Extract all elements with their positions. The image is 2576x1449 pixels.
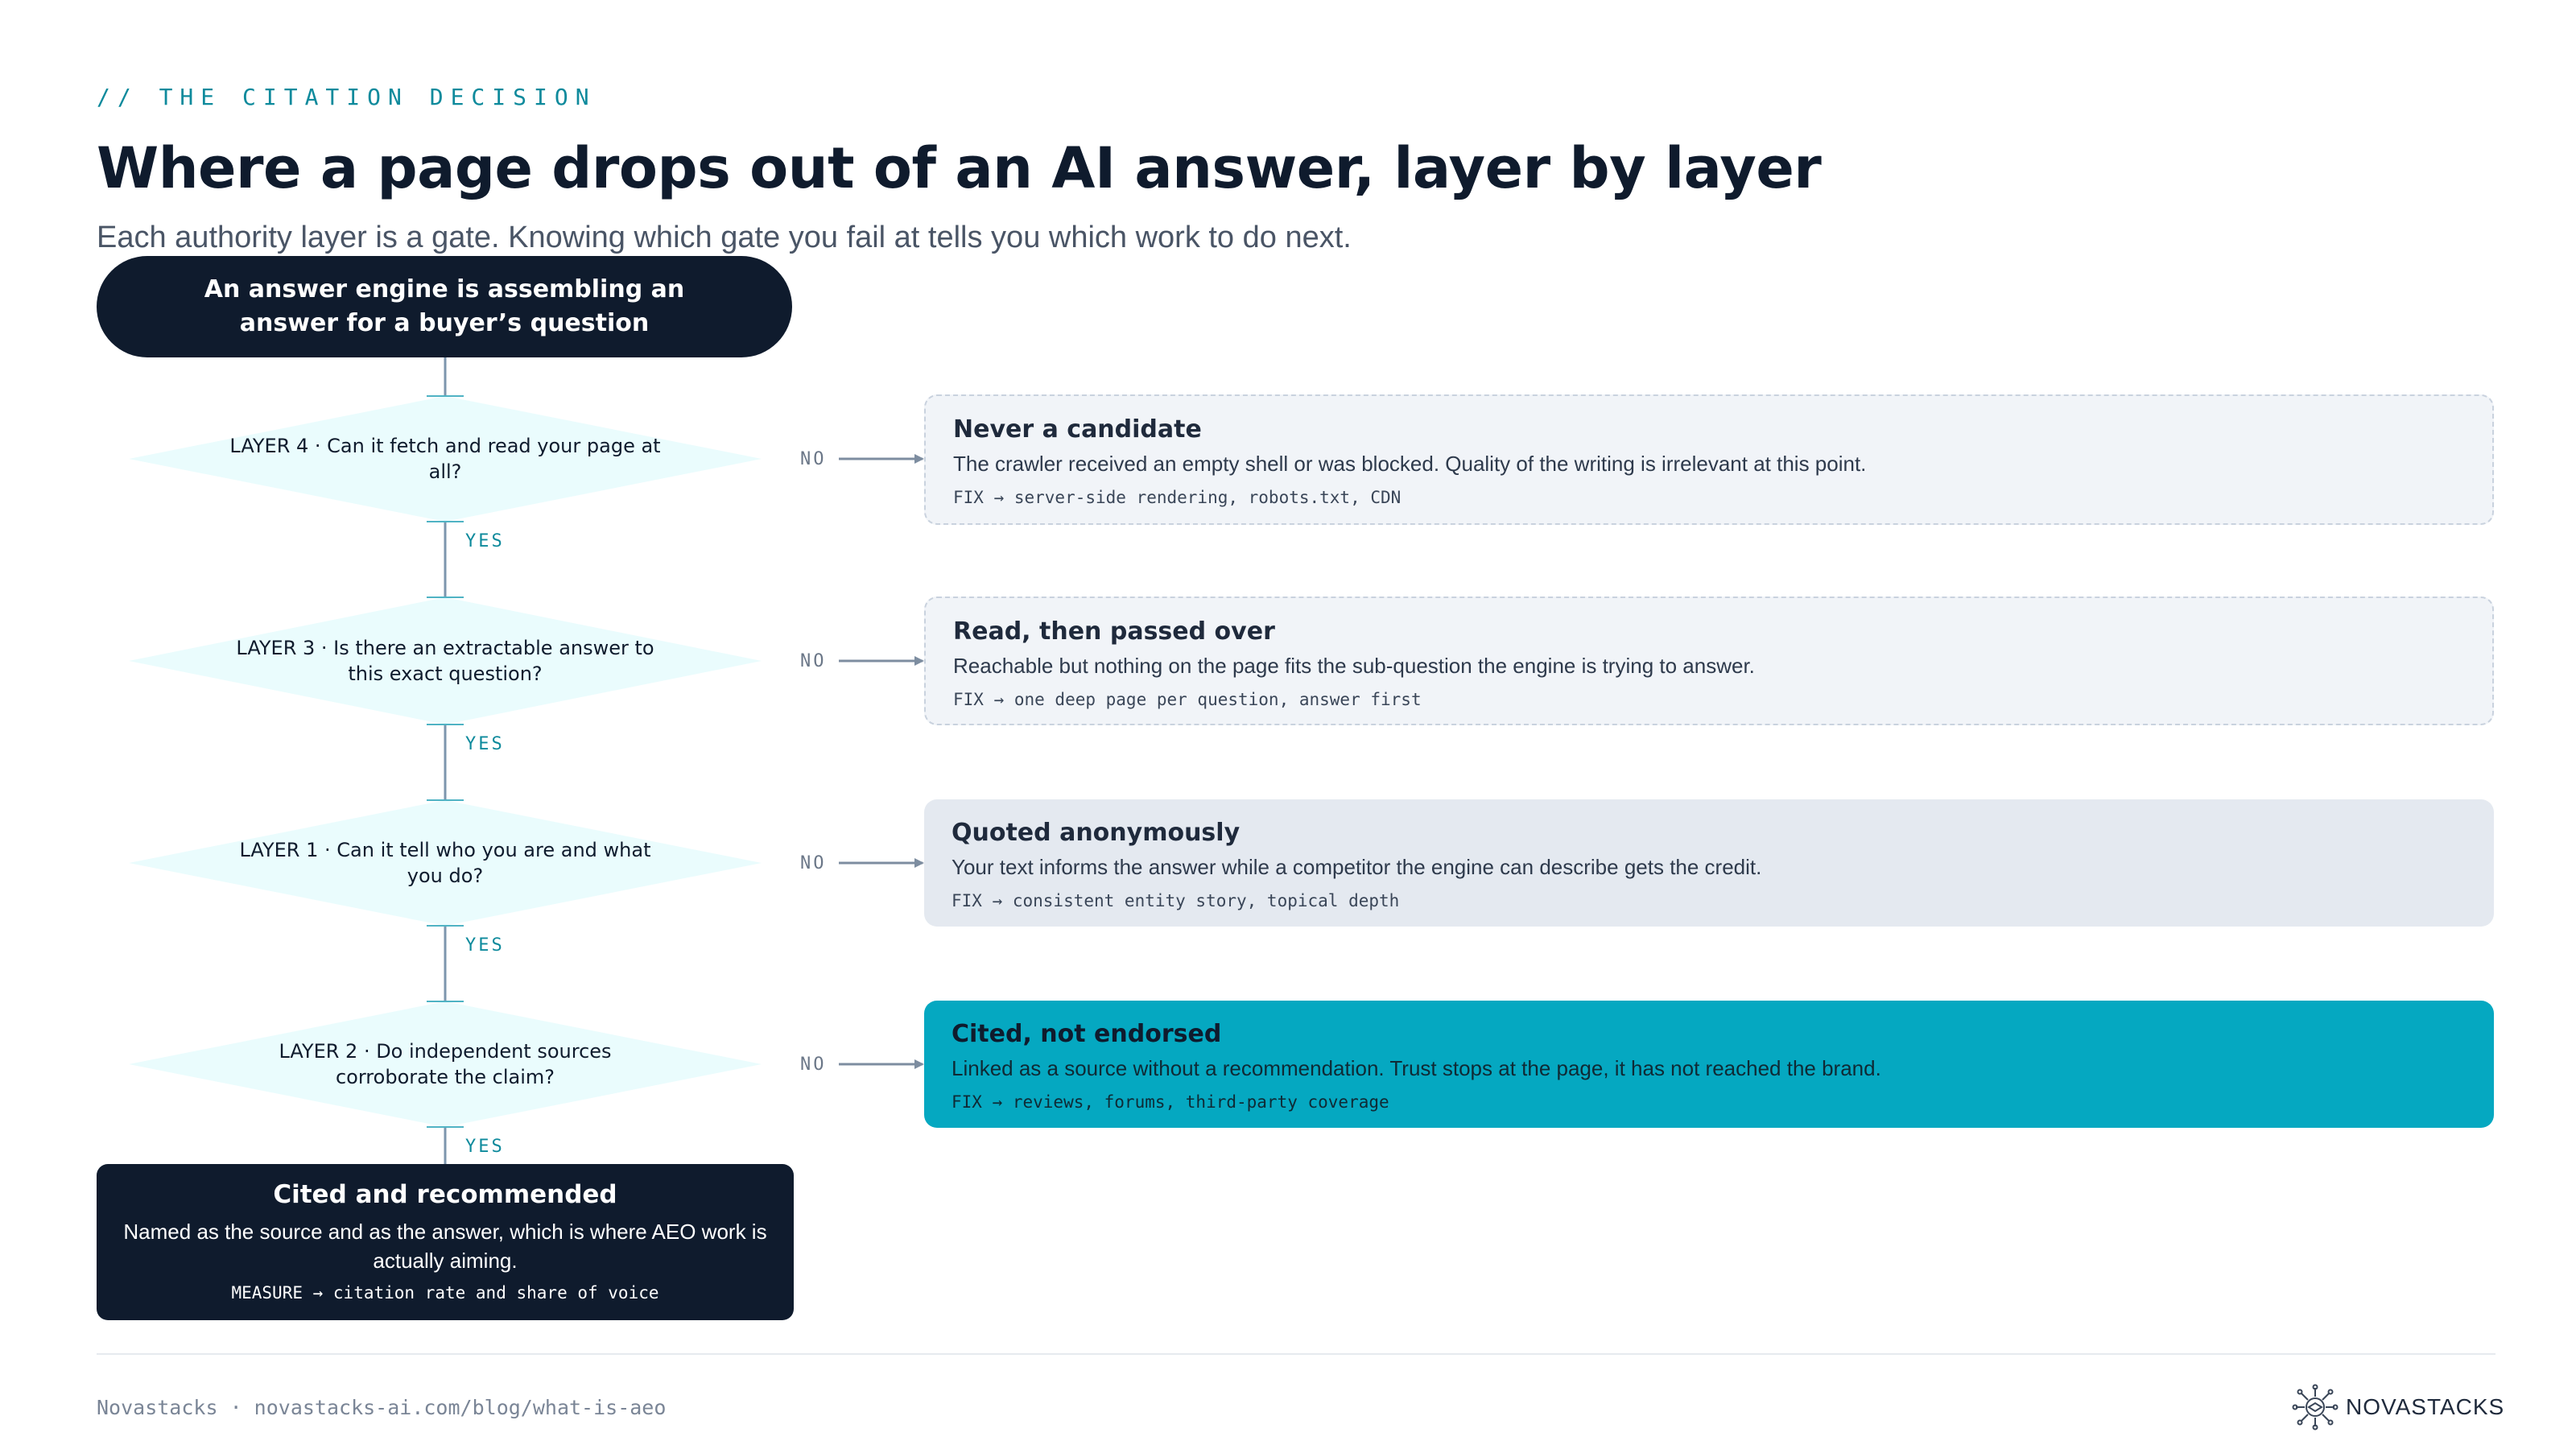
outcome-title: Read, then passed over <box>953 617 1275 646</box>
yes-label-layer1: YES <box>465 935 505 956</box>
start-node: An answer engine is assembling an answer for a buyer’s question <box>97 256 792 357</box>
outcome-text: Your text informs the answer while a competitor the engine can describe gets the credit. <box>952 855 1762 879</box>
final-text: Named as the source and as the answer, which is where AEO work is actually aiming. <box>123 1220 767 1273</box>
outcome-title: Quoted anonymously <box>952 819 1241 847</box>
outcome-text: Reachable but nothing on the page fits the sub-question the engine is trying to answer. <box>953 654 1755 678</box>
outcome-title: Never a candidate <box>953 415 1202 444</box>
final-title: Cited and recommended <box>273 1180 617 1209</box>
yes-label-layer3: YES <box>465 734 505 754</box>
final-node-cited-and-recommended <box>97 1164 794 1320</box>
page-title: Where a page drops out of an AI answer, layer by layer <box>97 135 1822 201</box>
outcome-never-a-candidate <box>924 394 2494 525</box>
no-label-layer1: NO <box>800 853 827 873</box>
novastacks-logo-icon <box>2291 1383 2339 1431</box>
outcome-cited-not-endorsed <box>924 1001 2494 1128</box>
outcome-fix: FIX → reviews, forums, third-party coverage <box>952 1092 1389 1112</box>
outcome-quoted-anonymously <box>924 799 2494 927</box>
outcome-read-then-passed-over <box>924 597 2494 725</box>
footer-source-link[interactable]: Novastacks · novastacks-ai.com/blog/what-is-aeo <box>97 1396 667 1419</box>
brand-logo <box>2291 1383 2504 1431</box>
page-subtitle: Each authority layer is a gate. Knowing which gate you fail at tells you which work to do next. <box>97 221 1352 254</box>
outcome-title: Cited, not endorsed <box>952 1020 1222 1048</box>
outcome-fix: FIX → one deep page per question, answer first <box>953 690 1422 709</box>
decision-label-layer2: LAYER 2 · Do independent sources corroborate the claim? <box>279 1040 612 1088</box>
yes-label-layer2: YES <box>465 1137 505 1157</box>
outcome-text: The crawler received an empty shell or was blocked. Quality of the writing is irrelevant at this point. <box>953 452 1867 476</box>
footer-divider <box>97 1353 2496 1355</box>
brand-name: NOVASTACKS <box>2346 1394 2505 1419</box>
yes-label-layer4: YES <box>465 531 505 551</box>
eyebrow: // THE CITATION DECISION <box>97 84 597 110</box>
outcome-fix: FIX → consistent entity story, topical depth <box>952 891 1400 910</box>
no-label-layer3: NO <box>800 651 827 671</box>
outcome-text: Linked as a source without a recommendation. Trust stops at the page, it has not reached the brand. <box>952 1056 1881 1080</box>
no-label-layer4: NO <box>800 449 827 469</box>
final-measure: MEASURE → citation rate and share of voice <box>231 1283 659 1302</box>
no-label-layer2: NO <box>800 1055 827 1075</box>
decision-label-layer3: LAYER 3 · Is there an extractable answer to this exact question? <box>236 637 654 685</box>
decision-label-layer4: LAYER 4 · Can it fetch and read your page at all? <box>229 435 661 483</box>
outcome-fix: FIX → server-side rendering, robots.txt, CDN <box>953 488 1402 507</box>
decision-label-layer1: LAYER 1 · Can it tell who you are and what you do? <box>239 839 651 887</box>
